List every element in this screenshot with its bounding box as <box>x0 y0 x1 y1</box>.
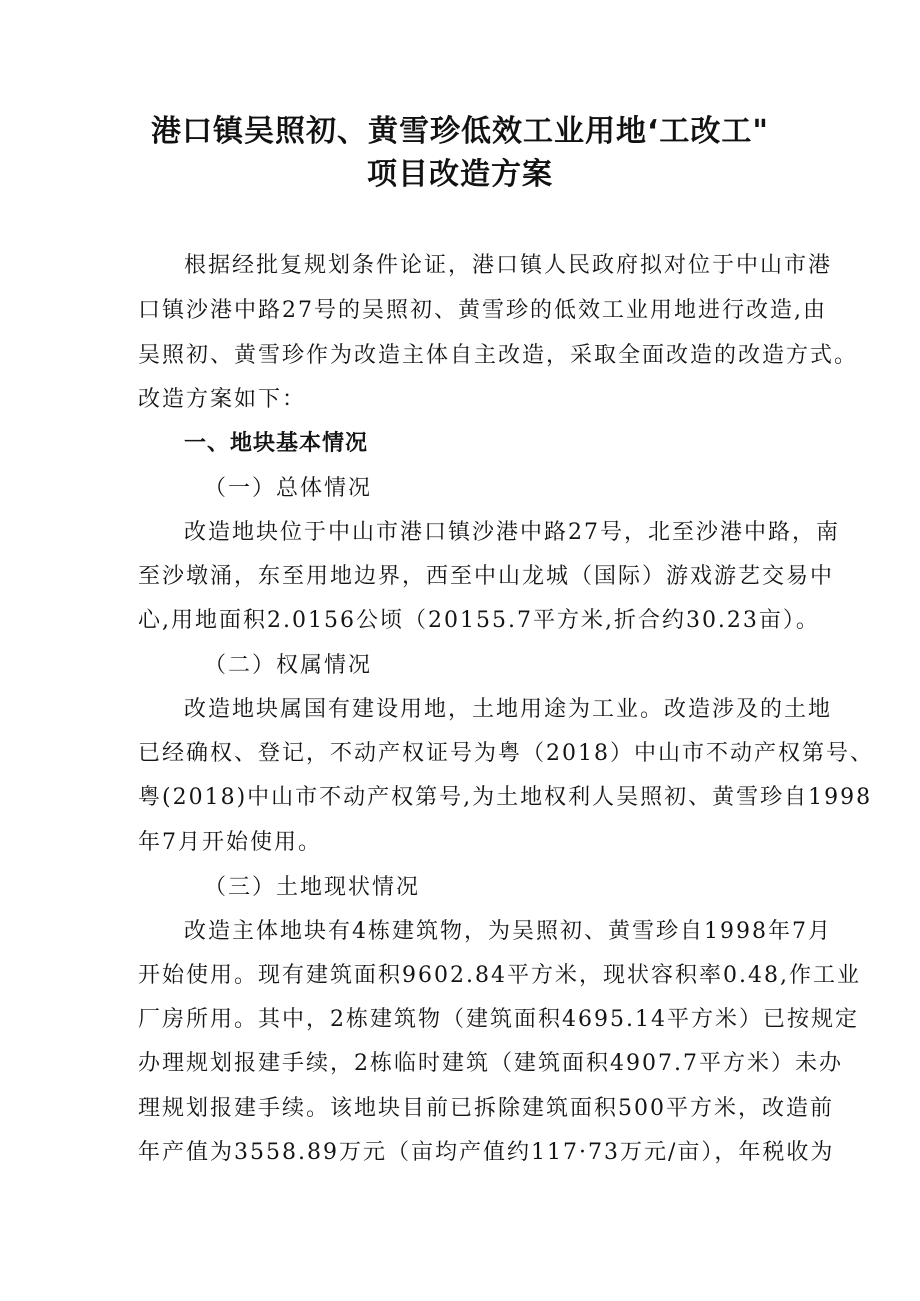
ownership-line-3: 粤(2018)中山市不动产权第号,为土地权利人吴照初、黄雪珍自1998 <box>138 785 873 810</box>
general-line-3: 心,用地面积2.0156公顷（20155.7平方米,折合约30.23亩）。 <box>138 608 820 633</box>
land-status-line-2: 开始使用。现有建筑面积9602.84平方米，现状容积率0.48,作工业 <box>138 963 861 988</box>
subsection-heading-ownership: （二）权属情况 <box>204 653 373 678</box>
land-status-line-1: 改造主体地块有4栋建筑物，为吴照初、黄雪珍自1998年7月 <box>184 919 832 944</box>
general-line-1: 改造地块位于中山市港口镇沙港中路27号，北至沙港中路，南 <box>184 520 840 545</box>
section-heading-1: 一、地块基本情况 <box>184 431 369 456</box>
intro-line-4: 改造方案如下： <box>138 387 307 412</box>
document-title-line-1: 港口镇吴照初、黄雪珍低效工业用地‘工改工" <box>150 114 770 149</box>
land-status-line-6: 年产值为3558.89万元（亩均产值约117·73万元/亩），年税收为 <box>138 1140 835 1165</box>
general-line-2: 至沙墩涌，东至用地边界，西至中山龙城（国际）游戏游艺交易中 <box>138 564 835 589</box>
subsection-heading-general: （一）总体情况 <box>204 476 373 501</box>
ownership-line-2: 已经确权、登记，不动产权证号为粤（2018）中山市不动产权第号、 <box>138 741 874 766</box>
document-title-line-2: 项目改造方案 <box>367 157 553 192</box>
land-status-line-4: 办理规划报建手续，2栋临时建筑（建筑面积4907.7平方米）未办 <box>138 1051 843 1076</box>
ownership-line-1: 改造地块属国有建设用地，土地用途为工业。改造涉及的土地 <box>184 697 833 722</box>
intro-line-3: 吴照初、黄雪珍作为改造主体自主改造，采取全面改造的改造方式。 <box>138 343 859 368</box>
intro-line-2: 口镇沙港中路27号的吴照初、黄雪珍的低效工业用地进行改造,由 <box>138 298 827 323</box>
intro-line-1: 根据经批复规划条件论证，港口镇人民政府拟对位于中山市港 <box>184 253 833 278</box>
land-status-line-5: 理规划报建手续。该地块目前已拆除建筑面积500平方米，改造前 <box>138 1096 834 1121</box>
ownership-line-4: 年7月开始使用。 <box>138 830 322 855</box>
subsection-heading-land-status: （三）土地现状情况 <box>204 875 421 900</box>
land-status-line-3: 厂房所用。其中，2栋建筑物（建筑面积4695.14平方米）已按规定 <box>138 1007 859 1032</box>
